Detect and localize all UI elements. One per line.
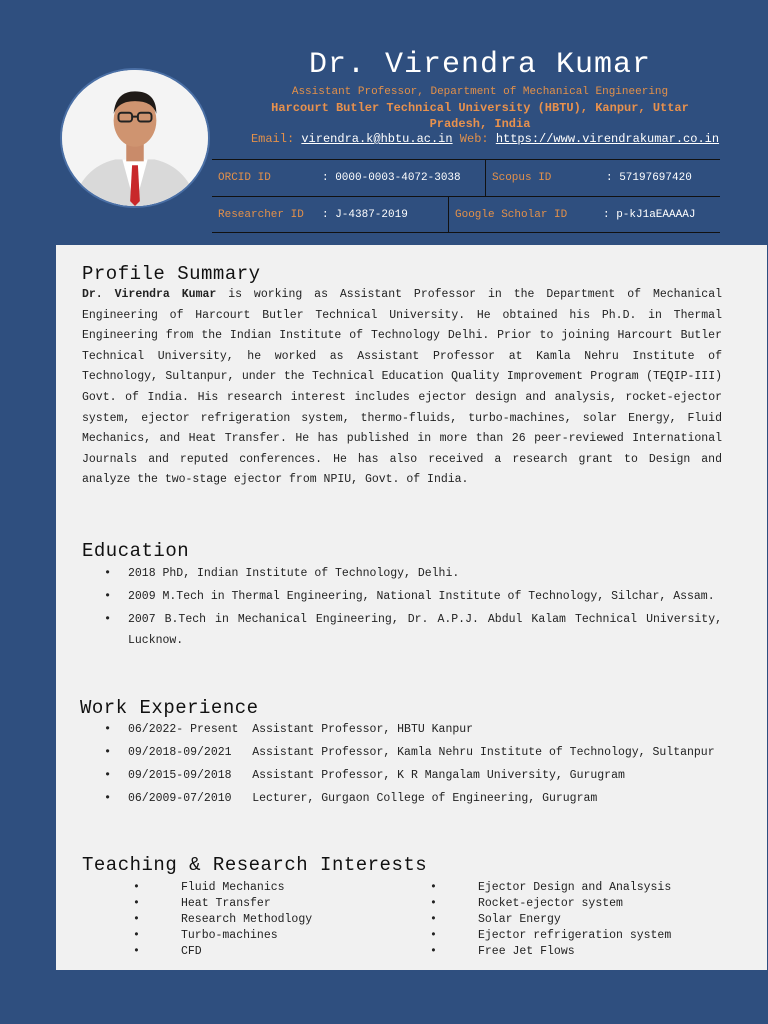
summary-name: Dr. Virendra Kumar — [82, 288, 217, 301]
scopus-cell — [486, 160, 720, 196]
university-line-1: Harcourt Butler Technical University (HBTU), Kanpur, Uttar — [271, 101, 689, 115]
scholar-cell — [449, 197, 720, 232]
interests-heading: Teaching & Research Interests — [82, 854, 428, 876]
orcid-label: ORCID ID — [218, 172, 271, 184]
university-line-2: Pradesh, India — [429, 117, 531, 131]
main-content — [56, 245, 767, 970]
researcher-cell — [212, 197, 448, 232]
university — [220, 100, 740, 132]
list-item: • 09/2018-09/2021 Assistant Professor, Kamla Nehru Institute of Technology, Sultanpur — [82, 742, 722, 763]
work-experience-heading: Work Experience — [80, 697, 259, 719]
education-list — [82, 563, 722, 653]
list-item: • Fluid Mechanics — [133, 880, 393, 896]
scopus-value: : 57197697420 — [606, 172, 692, 184]
scholar-value: : p-kJ1aEAAAAJ — [603, 208, 696, 221]
list-item: • 06/2022- Present Assistant Professor, HBTU Kanpur — [82, 719, 722, 740]
interests-right-list — [430, 880, 730, 960]
list-item: • Ejector Design and Analsysis — [430, 880, 730, 896]
list-item: • Research Methodlogy — [133, 912, 393, 928]
profile-summary-text — [82, 285, 722, 491]
orcid-cell — [212, 160, 485, 196]
list-item: • 06/2009-07/2010 Lecturer, Gurgaon College of Engineering, Gurugram — [82, 788, 722, 809]
web-label: Web: — [459, 132, 489, 146]
list-item: • Solar Energy — [430, 912, 730, 928]
orcid-value: : 0000-0003-4072-3038 — [322, 172, 461, 184]
profile-summary-heading: Profile Summary — [82, 263, 261, 285]
scopus-label: Scopus ID — [492, 172, 552, 184]
id-row-1 — [212, 160, 720, 196]
role-title: Assistant Professor, Department of Mechanical Engineering — [291, 86, 669, 98]
list-item: • 2009 M.Tech in Thermal Engineering, National Institute of Technology, Silchar, Assam. — [82, 586, 722, 607]
interests-left-list — [133, 880, 393, 960]
list-item: • 2018 PhD, Indian Institute of Technology, Delhi. — [82, 563, 722, 584]
contact-line — [220, 132, 750, 146]
education-heading: Education — [82, 540, 190, 562]
id-row-2 — [212, 196, 720, 232]
person-name: Dr. Virendra Kumar — [308, 48, 652, 82]
list-item: • CFD — [133, 944, 393, 960]
list-item: • 2007 B.Tech in Mechanical Engineering, Dr. A.P.J. Abdul Kalam Technical University, Lucknow. — [82, 609, 722, 651]
list-item: • Free Jet Flows — [430, 944, 730, 960]
list-item: • Heat Transfer — [133, 896, 393, 912]
work-list — [82, 719, 722, 811]
list-item: • Ejector refrigeration system — [430, 928, 730, 944]
email-label: Email: — [250, 132, 295, 146]
identifier-table — [212, 159, 720, 233]
summary-body: is working as Assistant Professor in the Department of Mechanical Engineering of Harcourt Butler Technical University. He obtained his Ph.D. in Thermal Engineering from the Indian Institute of Technology Delhi. Prior to joining Harcourt Butler Technical University, he worked as Assistant Professor at Kamla Nehru Institute of Technology, Sultanpur, under the Technical Education Quality Improvement Program (TEQIP-III) Govt. of India. His research interest includes ejector design and analysis, rocket-ejector system, ejector refrigeration system, thermo-fluids, turbo-machines, solar Energy, Fluid Mechanics, and Heat Transfer. He has published in more than 26 peer-reviewed International Journals and reputed conferences. He has also received a research grant to Design and analyze the two-stage ejector from NPIU, Govt. of India. — [82, 288, 722, 487]
profile-photo — [60, 68, 210, 208]
researcher-label: Researcher ID — [218, 208, 304, 221]
list-item: • Rocket-ejector system — [430, 896, 730, 912]
email-link[interactable]: virendra.k@hbtu.ac.in — [301, 132, 453, 146]
researcher-value: : J-4387-2019 — [322, 208, 408, 221]
website-link[interactable]: https://www.virendrakumar.co.in — [495, 132, 720, 146]
list-item: • Turbo-machines — [133, 928, 393, 944]
list-item: • 09/2015-09/2018 Assistant Professor, K R Mangalam University, Gurugram — [82, 765, 722, 786]
person-photo-icon — [62, 70, 208, 206]
scholar-label: Google Scholar ID — [455, 208, 568, 221]
